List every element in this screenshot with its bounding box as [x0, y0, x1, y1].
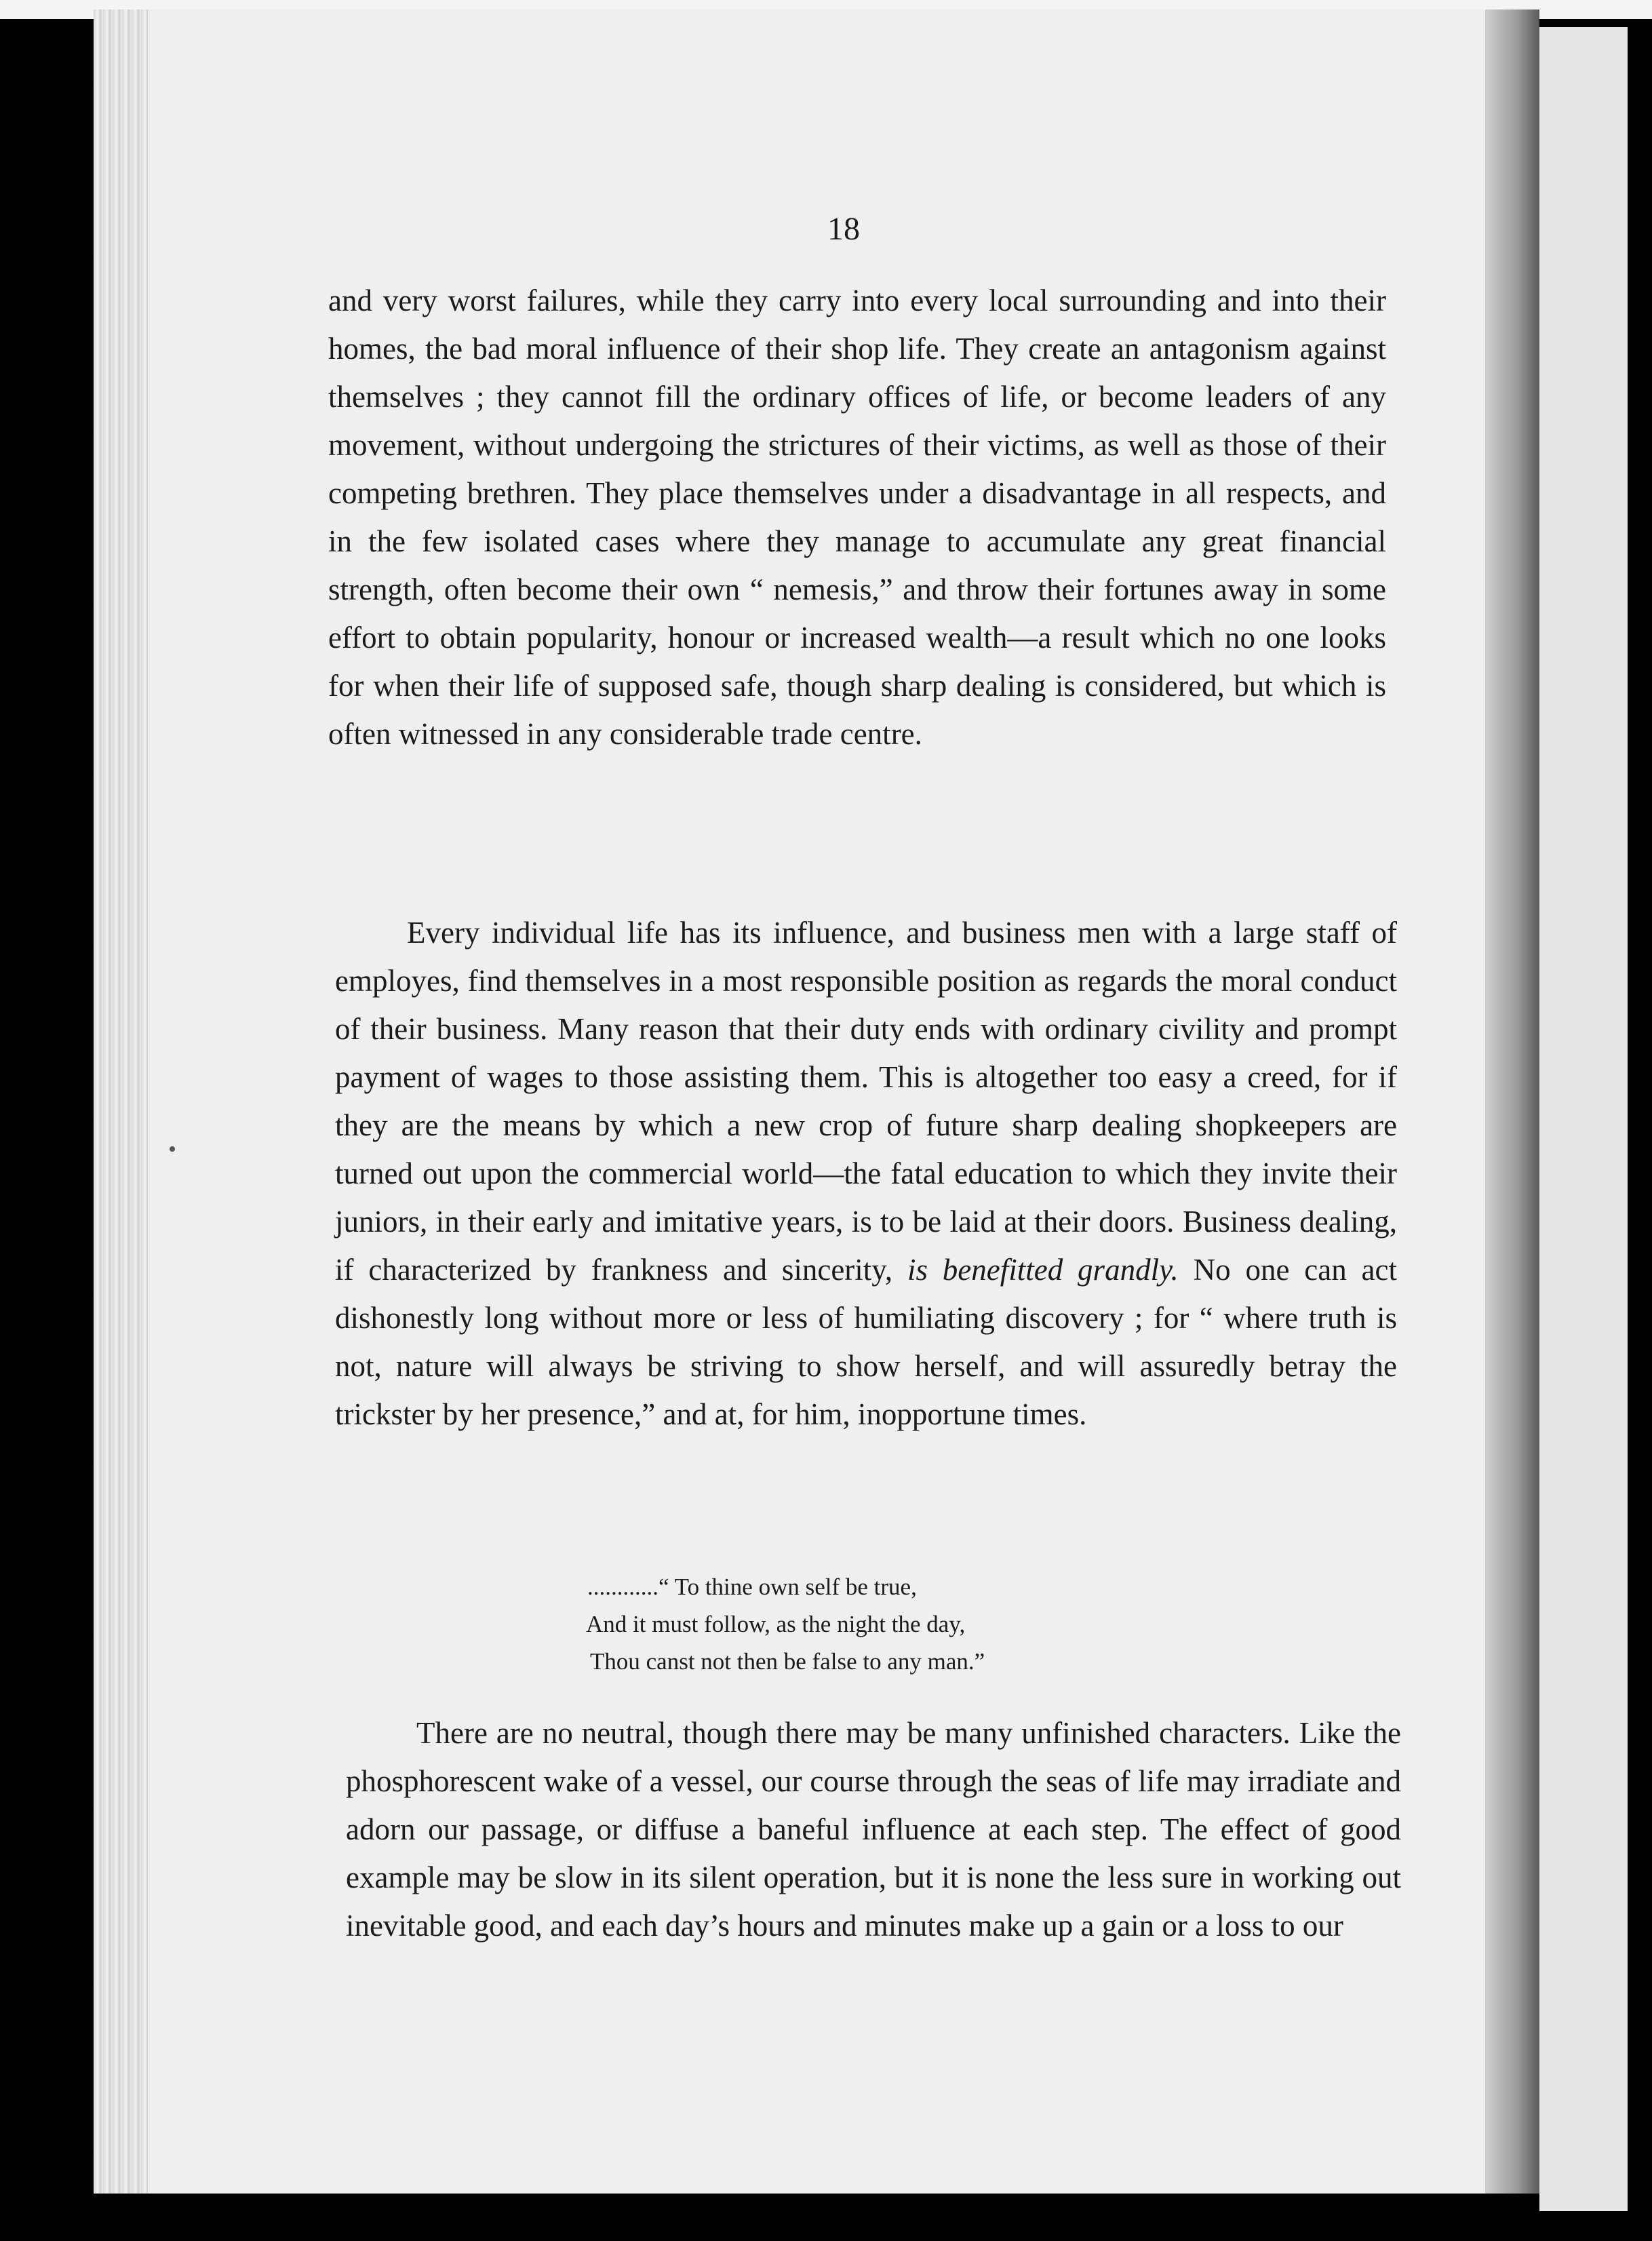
paragraph-2-text-start: Every individual life has its influence, and business men with a large staff of employes, find themselves in a most responsible position as regards the moral conduct of their business. Many reason that their duty ends with ordinary civility and prompt payment of wages to those assisting them. This is altogether too easy a creed, for if they are the means by which a new crop of future sharp dealing shopkeepers are turned out upon the commercial world—the fatal education to which they invite their juniors, in their early and imitative years, is to be laid at their doors. Business dealing, if characterized by frankness and sincerity, [335, 916, 1397, 1287]
verse-quote [587, 1568, 1143, 1680]
quote-line-2: And it must follow, as the night the day, [586, 1611, 966, 1637]
paragraph-2 [335, 909, 1397, 1439]
page-number: 18 [827, 211, 860, 247]
paragraph-2-italic: is benefitted grandly. [907, 1253, 1179, 1287]
facing-page-edge [1539, 27, 1628, 2211]
paragraph-2-text-end: No one can act dishonestly long without more or less of humiliating discovery ; for “ where truth is not, nature will always be striving to show herself, and will assuredly betray the trickster by her presence,” and at, for him, inopportune times. [335, 1253, 1397, 1431]
quote-line-3: Thou canst not then be false to any man.” [590, 1648, 985, 1675]
quote-line-1: ............“ To thine own self be true, [587, 1574, 917, 1600]
dust-speck [170, 1146, 175, 1152]
page-stack-edges [94, 9, 148, 2194]
paragraph-3: There are no neutral, though there may be many unfinished characters. Like the phosphorescent wake of a vessel, our course through the seas of life may irradiate and adorn our passage, or diffuse a baneful influence at each step. The effect of good example may be slow in its silent operation, but it is none the less sure in working out inevitable good, and each day’s hours and minutes make up a gain or a loss to our [346, 1716, 1401, 1943]
paragraph-1: and very worst failures, while they carry into every local surrounding and into their homes, the bad moral influence of their shop life. They create an antagonism against themselves ; they cannot fill the ordinary offices of life, or become leaders of any movement, without undergoing the strictures of their victims, as well as those of their competing brethren. They place themselves under a disadvantage in all respects, and in the few isolated cases where they manage to accumulate any great financial strength, often become their own “ nemesis,” and throw their fortunes away in some effort to obtain popularity, honour or increased wealth—a result which no one looks for when their life of supposed safe, though sharp dealing is considered, but which is often witnessed in any considerable trade centre. [328, 284, 1386, 751]
gutter-shadow [1485, 9, 1539, 2194]
